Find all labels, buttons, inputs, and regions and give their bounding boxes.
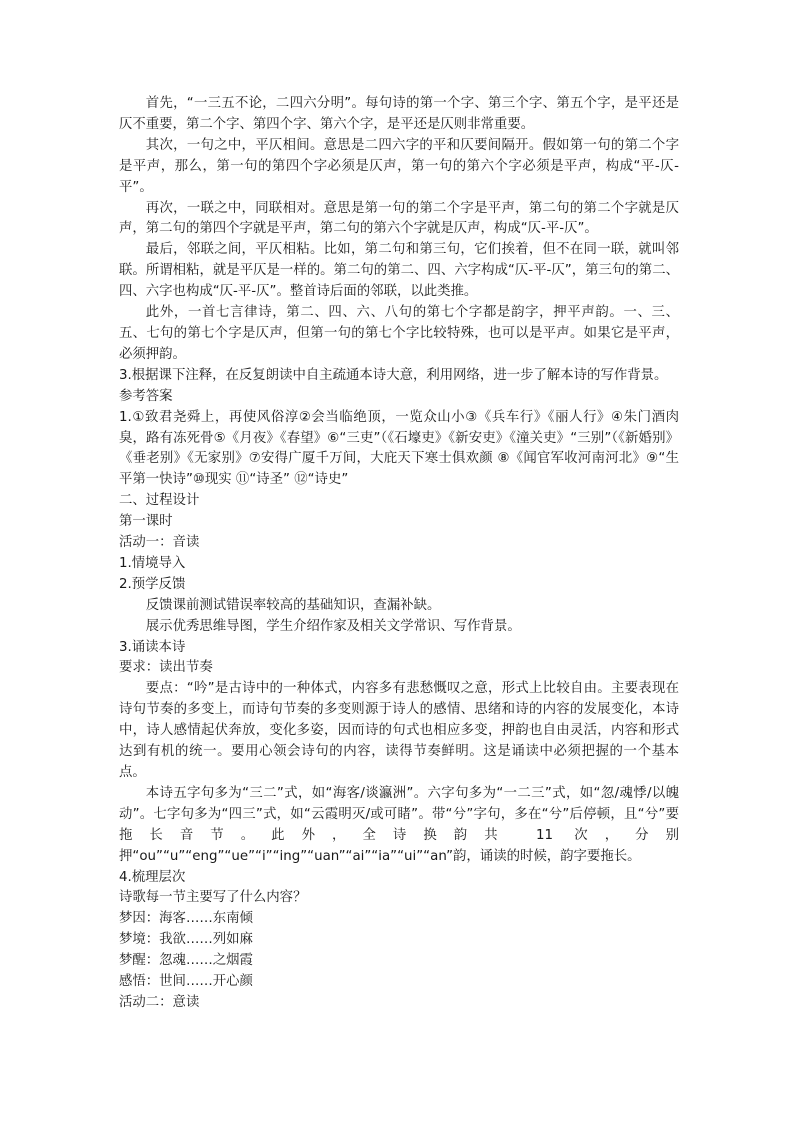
- activity-2-heading: 活动二：意读: [119, 994, 200, 1010]
- rhythm-paragraph: 本诗五字句多为“三二”式，如“海客/谈瀛洲”。六字句多为“一二三”式，如“忽/魂悸/以魄动”。七字句多为“四三”式，如“云霞明灭/或可睹”。带“兮”字句，多在“兮”后停顿，且“兮”要拖长音节。此外，全诗换韵共 11 次，分别押“ou”“u”“eng”“ue”“i”“ing”“uan”“ai”“ia”“ui”“an”韵，诵读的时候，韵字要拖长。: [119, 785, 679, 864]
- paragraph-rule-fourth: 最后，邻联之间，平仄相粘。比如，第二句和第三句，它们挨着，但不在同一联，就叫邻联。所谓相粘，就是平仄是一样的。第二句的第二、四、六字构成“仄-平-仄”，第三句的第二、四、六字也构成“仄-平-仄”。整首诗后面的邻联，以此类推。: [119, 242, 679, 300]
- step-2-heading: 2.预学反馈: [119, 576, 186, 592]
- requirement-line: 要求：读出节奏: [119, 660, 213, 676]
- outline-dream-wake: 梦醒：忽魂……之烟霞: [119, 953, 253, 969]
- key-points-paragraph: 要点：“吟”是古诗中的一种体式，内容多有悲愁慨叹之意，形式上比较自由。主要表现在诗句节奏的多变上，而诗句节奏的多变则源于诗人的感情、思绪和诗的内容的发展变化，本诗中，诗人感情起伏奔放，变化多姿，因而诗的句式也相应多变，押韵也自由灵活，内容和形式达到有机的统一。要用心领会诗句的内容，读得节奏鲜明。这是诵读中必须把握的一个基本点。: [119, 681, 679, 780]
- paragraph-rule-third: 再次，一联之中，同联相对。意思是第一句的第二个字是平声，第二句的第二个字就是仄声，第二句的第四个字就是平声，第二句的第六个字就是仄声，构成“仄-平-仄”。: [119, 200, 679, 237]
- outline-dream-cause: 梦因：海客……东南倾: [119, 911, 253, 927]
- outline-insight: 感悟：世间……开心颜: [119, 974, 253, 990]
- step-2-line-2: 展示优秀思维导图，学生介绍作家及相关文学常识、写作背景。: [145, 618, 521, 634]
- step-2-line-1: 反馈课前测试错误率较高的基础知识，查漏补缺。: [145, 597, 441, 613]
- reference-answer-heading: 参考答案: [119, 388, 173, 404]
- activity-1-heading: 活动一：音读: [119, 535, 200, 551]
- document-page: [119, 94, 679, 1014]
- paragraph-rule-second: 其次，一句之中，平仄相间。意思是二四六字的平和仄要间隔开。假如第一句的第二个字是平声，那么，第一句的第四个字必须是仄声，第一句的第六个字必须是平声，构成“平-仄-平”。: [119, 137, 679, 195]
- paragraph-rule-extra: 此外，一首七言律诗，第二、四、六、八句的第七个字都是韵字，押平声韵。一、三、五、七句的第七个字是仄声，但第一句的第七个字比较特殊，也可以是平声。如果它是平声，必须押韵。: [119, 305, 679, 362]
- paragraph-rule-first: 首先，“一三五不论，二四六分明”。每句诗的第一个字、第三个字、第五个字，是平还是仄不重要，第二个字、第四个字、第六个字，是平还是仄则非常重要。: [119, 96, 679, 132]
- step-1-heading: 1.情境导入: [119, 555, 186, 571]
- task-3-heading: 3.根据课下注释，在反复朗读中自主疏通本诗大意，利用网络，进一步了解本诗的写作背景。: [119, 367, 668, 383]
- outline-dream-scene: 梦境：我欲……列如麻: [119, 932, 253, 948]
- step-3-heading: 3.诵读本诗: [119, 639, 186, 655]
- section-heading-process: 二、过程设计: [119, 493, 200, 509]
- lesson-heading: 第一课时: [119, 514, 173, 530]
- question-line: 诗歌每一节主要写了什么内容？: [119, 890, 307, 906]
- step-4-heading: 4.梳理层次: [119, 869, 186, 885]
- reference-answer-text: 1.①致君尧舜上，再使风俗淳②会当临绝顶，一览众山小③《兵车行》《丽人行》④朱门酒肉臭，路有冻死骨⑤《月夜》《春望》⑥“三吏”（《石壕吏》《新安吏》《潼关吏》“三别”（《新婚别》《垂老别》《无家别》⑦安得广厦千万间，大庇天下寒士俱欢颜 ⑧《闻官军收河南河北》⑨“生平第一快诗”⑩现实 ⑪“诗圣” ⑫“诗史”: [119, 409, 679, 488]
